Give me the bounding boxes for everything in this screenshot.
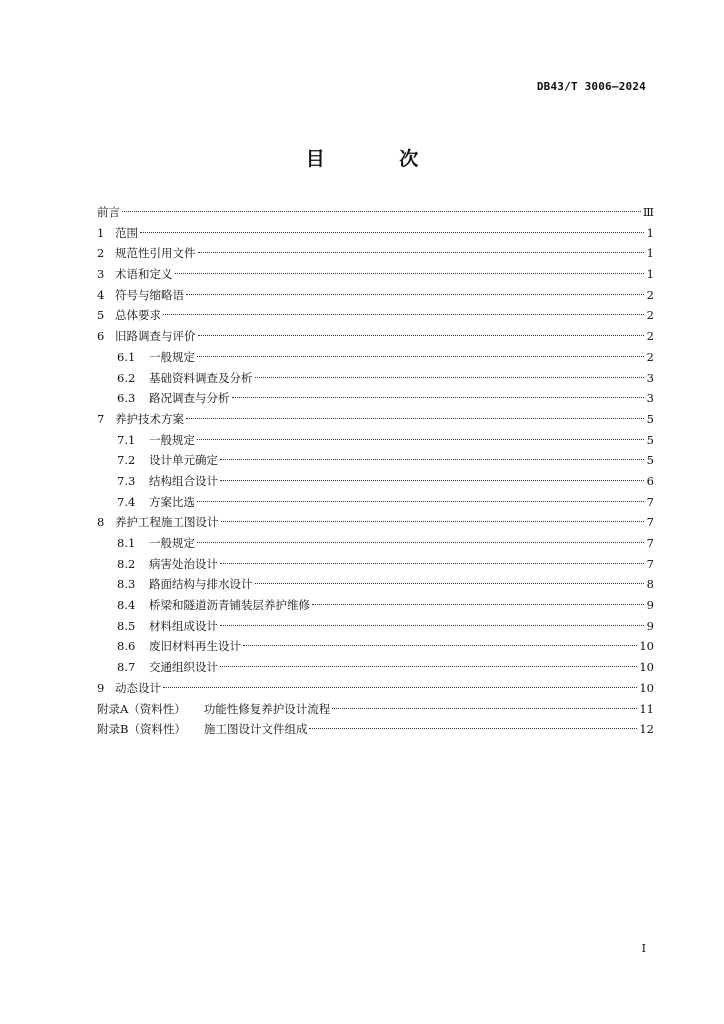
toc-entry[interactable] [97,471,654,492]
document-code: DB43/T 3006—2024 [536,80,646,93]
toc-entry-label: 养护工程施工图设计 [115,515,219,530]
toc-entry-label: 路面结构与排水设计 [149,577,253,592]
toc-entry-number: 8.4 [117,598,136,613]
toc-entry-number: 3 [97,267,105,282]
toc-entry-label: 动态设计 [115,680,161,695]
toc-dot-leader [140,232,644,233]
toc-dot-leader [197,439,644,440]
toc-dot-leader [197,501,644,502]
toc-entry-number: 6 [97,329,105,344]
toc-entry-page: 2 [646,308,654,323]
toc-entry-number: 7.4 [117,494,136,509]
toc-entry-page: 5 [646,432,654,447]
toc-entry-page: 3 [646,370,654,385]
toc-entry-number: 4 [97,287,105,302]
toc-entry-page: 7 [646,556,654,571]
toc-entry-number: 8.6 [117,639,136,654]
toc-dot-leader [255,583,645,584]
toc-entry-number: 7.1 [117,432,136,447]
toc-entry-label: 规范性引用文件 [115,246,196,261]
toc-entry-label: 病害处治设计 [149,556,218,571]
toc-entry-page: 9 [646,598,654,613]
toc-dot-leader [186,418,644,419]
toc-entry-page: 7 [646,515,654,530]
toc-entry-number: 7.3 [117,473,136,488]
toc-entry-number: 附录B（资料性） [97,722,186,737]
toc-dot-leader [186,294,644,295]
toc-entry[interactable] [97,533,654,554]
toc-dot-leader [221,521,645,522]
toc-dot-leader [198,252,645,253]
toc-entry-label: 路况调查与分析 [149,391,230,406]
toc-entry-label: 术语和定义 [115,267,173,282]
toc-entry[interactable] [97,388,654,409]
toc-entry-page: 5 [646,453,654,468]
toc-dot-leader [175,273,645,274]
toc-entry-label: 设计单元确定 [149,453,218,468]
page-folio: I [641,942,646,955]
toc-entry-page: Ⅲ [642,205,654,219]
toc-entry[interactable] [97,657,654,678]
toc-entry-label: 前言 [97,205,120,219]
toc-dot-leader [197,542,644,543]
toc-entry-label: 材料组成设计 [149,618,218,633]
toc-entry-page: 2 [646,287,654,302]
toc-entry-page: 8 [646,577,654,592]
toc-entry-page: 9 [646,618,654,633]
toc-dot-leader [220,563,644,564]
toc-entry[interactable] [97,678,654,699]
toc-dot-leader [332,708,637,709]
toc-entry-page: 3 [646,391,654,406]
toc-dot-leader [220,459,644,460]
toc-entry-label: 功能性修复养护设计流程 [203,701,331,716]
toc-entry-label: 桥梁和隧道沥青铺装层养护维修 [149,598,310,613]
toc-dot-leader [163,687,637,688]
toc-entry[interactable] [97,285,654,306]
toc-entry-label: 结构组合设计 [149,473,218,488]
toc-entry-page: 11 [639,701,654,716]
toc-entry[interactable] [97,264,654,285]
toc-dot-leader [220,666,637,667]
toc-entry-page: 1 [646,225,654,240]
toc-entry-label: 范围 [115,225,138,240]
toc-entry[interactable] [97,305,654,326]
toc-dot-leader [198,335,645,336]
toc-dot-leader [255,377,645,378]
toc-dot-leader [122,211,641,212]
toc-entry[interactable] [97,492,654,513]
toc-entry-number: 6.2 [117,370,136,385]
toc-entry-label: 方案比选 [149,494,195,509]
toc-entry-page: 10 [639,639,654,654]
toc-entry-page: 2 [646,349,654,364]
toc-dot-leader [220,480,644,481]
toc-entry-label: 基础资料调查及分析 [149,370,253,385]
toc-entry[interactable] [97,554,654,575]
toc-entry-number: 9 [97,680,105,695]
toc-entry[interactable] [97,202,654,223]
toc-entry[interactable] [97,223,654,244]
toc-entry[interactable] [97,409,654,430]
toc-dot-leader [243,645,637,646]
page-title: 目 次 [305,148,453,170]
toc-entry[interactable] [97,430,654,451]
toc-entry-number: 8.2 [117,556,136,571]
toc-dot-leader [220,625,644,626]
toc-dot-leader [309,728,637,729]
toc-entry-page: 6 [646,473,654,488]
toc-entry-page: 7 [646,536,654,550]
toc-dot-leader [197,356,644,357]
toc-entry-label: 养护技术方案 [115,411,184,426]
toc-entry[interactable] [97,616,654,637]
toc-entry-label: 废旧材料再生设计 [149,639,241,654]
toc-entry-number: 6.3 [117,391,136,406]
toc-entry-page: 2 [646,329,654,344]
toc-dot-leader [163,314,644,315]
toc-dot-leader [312,604,644,605]
toc-entry-page: 12 [639,722,654,737]
toc-entry[interactable] [97,512,654,533]
toc-entry[interactable] [97,595,654,616]
toc-entry-label: 施工图设计文件组成 [203,722,308,737]
toc-entry-number: 2 [97,246,105,261]
toc-entry-label: 总体要求 [115,308,161,323]
toc-entry[interactable] [97,574,654,595]
toc-entry[interactable] [97,450,654,471]
toc-entry-label: 一般规定 [149,432,195,447]
toc-entry-page: 10 [639,680,654,695]
toc-entry[interactable] [97,699,654,720]
toc-entry[interactable] [97,243,654,264]
toc-entry-page: 10 [639,660,654,675]
toc-entry-number: 7 [97,411,105,426]
table-of-contents [97,202,654,740]
toc-entry-label: 一般规定 [149,536,195,550]
toc-dot-leader [232,397,645,398]
toc-entry-page: 7 [646,494,654,509]
toc-entry-page: 1 [646,267,654,282]
toc-entry[interactable] [97,368,654,389]
toc-entry-label: 旧路调查与评价 [115,329,196,344]
toc-entry[interactable] [97,636,654,657]
toc-entry-number: 1 [97,225,105,240]
toc-entry[interactable] [97,347,654,368]
toc-entry[interactable] [97,719,654,740]
toc-entry-number: 7.2 [117,453,136,468]
toc-entry-number: 8.3 [117,577,136,592]
toc-entry-number: 5 [97,308,105,323]
toc-entry-page: 1 [646,246,654,261]
toc-entry-label: 符号与缩略语 [115,287,184,302]
toc-entry-label: 交通组织设计 [149,660,218,675]
toc-entry-page: 5 [646,411,654,426]
toc-entry-number: 6.1 [117,349,136,364]
toc-entry[interactable] [97,326,654,347]
toc-entry-number: 8 [97,515,105,530]
toc-entry-number: 8.5 [117,618,136,633]
toc-entry-number: 8.1 [117,536,136,550]
toc-entry-number: 8.7 [117,660,136,675]
toc-entry-label: 一般规定 [149,349,195,364]
toc-entry-number: 附录A（资料性） [97,701,186,716]
